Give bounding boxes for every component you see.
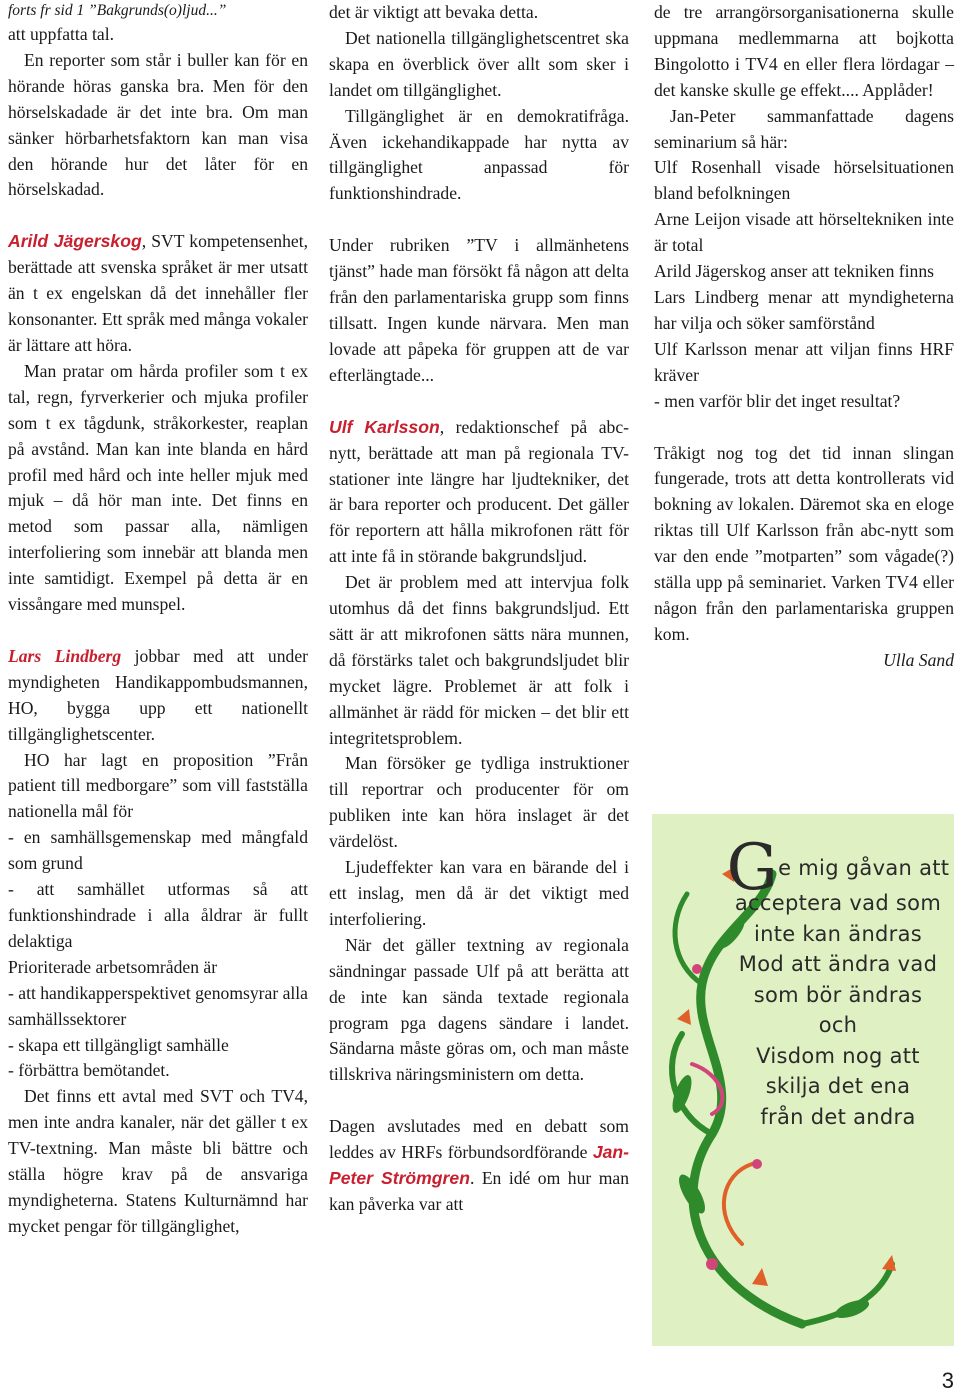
person-name: Jan-Peter Strömgren: [329, 1142, 629, 1189]
paragraph: att uppfatta tal.: [8, 24, 115, 44]
paragraph: Det nationella tillgänglighetscentret ska skapa en överblick över allt som sker i landet om tillgänglighet.: [329, 27, 629, 100]
paragraph: Man försöker ge tydliga instruktioner till reportrar och producenter för om publiken inte kan höra inslaget är det värdelöst.: [329, 753, 629, 852]
paragraph: En reporter som står i buller kan för en hörande höras ganska bra. Men för den hörselskadade är det inte bra. Om man sänker hörbarhetsfaktorn kan man visa den hörande hur det låter för en hörselskadad.: [8, 49, 308, 200]
summary-item: Lars Lindberg menar att myndigheterna har vilja och söker samförstånd: [654, 286, 954, 333]
poem-line: och: [818, 1013, 858, 1037]
paragraph-text: jobbar med att under myndigheten Handikappombudsmannen, HO, bygga upp ett nationellt tillgänglighetscenter.: [8, 645, 308, 744]
paragraph: Tillgänglighet är en demokratifråga. Även ickehandikappade har nytta av tillgänglighet anpassad för funktionshindrade.: [329, 105, 629, 204]
paragraph: [8, 229, 308, 359]
paragraph: Ljudeffekter kan vara en bärande del i ett inslag, men då är det viktigt med interfoliering.: [329, 857, 629, 929]
paragraph: [8, 644, 308, 748]
paragraph: [329, 1114, 629, 1218]
paragraph: det är viktigt att bevaka detta.: [329, 2, 539, 22]
paragraph: Det finns ett avtal med SVT och TV4, men inte andra kanaler, när det gäller t ex TV-textning. Man måste bli bättre och ställa högre krav på de ansvariga myndigheterna. Statens Kulturnämnd har mycket pengar för tillgänglighet,: [8, 1086, 308, 1236]
summary-item: Arild Jägerskog anser att tekniken finns: [654, 261, 934, 282]
paragraph: HO har lagt en proposition ”Från patient till medborgare” som vill fastställa nationella mål för: [8, 749, 308, 822]
paragraph: Tråkigt nog tog det tid innan slingan fungerade, trots att detta kontrollerats vid bokning av lokalen. Däremot ska en eloge riktas till Ulf Karlsson från abc-nytt som var den ende ”motparten” som vågade(?) ställa upp på seminariet. Varken TV4 eller någon från den parlamentariska gruppen kom.: [654, 442, 954, 644]
paragraph-text: . En idé om hur man kan påverka var att: [329, 1168, 629, 1214]
paragraph: - att handikapperspektivet genomsyrar alla samhällssektorer: [8, 982, 308, 1029]
paragraph-text: , SVT kompetensenhet, berättade att svenska språket är mer utsatt än t ex engelskan då det innehåller fler konsonanter. Ett språk med många vokaler är lättare att höra.: [8, 231, 308, 355]
poem-line: inte kan ändras: [753, 921, 923, 946]
poem-line: Mod att ändra vad: [738, 952, 938, 976]
poem-line: från det andra: [760, 1104, 916, 1129]
column-1: [8, 0, 308, 1240]
poem-line: som bör ändras: [753, 982, 923, 1007]
poem-initial: G: [726, 831, 779, 905]
summary-item: Ulf Rosenhall visade hörselsituationen bland befolkningen: [654, 157, 954, 204]
person-name: Arild Jägerskog: [8, 231, 142, 252]
poem-line: skilja det ena: [765, 1074, 911, 1098]
poem-line-text: e mig gåvan att: [778, 856, 950, 880]
paragraph-text: Dagen avslutades med en debatt som leddes av HRFs förbundsordförande: [329, 1116, 629, 1163]
paragraph: Det är problem med att intervjua folk utomhus då det finns bakgrundsljud. Ett sätt är att mikrofonen sätts nära munnen, då förstärks talet och bakgrundsljudet blir mycket lägre. Problemet är att folk i allmänhet är rädd för micken – det blir ett integritetsproblem.: [329, 572, 629, 748]
paragraph: Prioriterade arbetsområden är: [8, 956, 218, 977]
column-2: [329, 0, 629, 1218]
summary-item: Arne Leijon visade att hörseltekniken inte är total: [654, 209, 954, 256]
paragraph: Jan-Peter sammanfattade dagens seminarium så här:: [654, 105, 954, 152]
poem-line: acceptera vad som: [734, 891, 942, 915]
paragraph: - skapa ett tillgängligt samhälle: [8, 1034, 229, 1055]
paragraph: [329, 415, 629, 570]
continuation-kicker: forts fr sid 1 ”Bakgrunds(o)ljud...”: [8, 2, 227, 19]
poem-box: [652, 814, 954, 1346]
column-3: [654, 0, 954, 674]
paragraph: - en samhällsgemenskap med mångfald som grund: [8, 827, 308, 874]
paragraph: Man pratar om hårda profiler som t ex tal, regn, fyrverkerier och mjuka profiler som t ex tågdunk, stråkorkester, reaplan på avstånd. Man kan inte blanda en hård profil med hård och inte heller mjuk med mjuk – då hör man inte. Det finns en metod som passar alla, nämligen interfoliering som innebär att blanda men inte samtidigt. Exempel på detta är en vissångare med munspel.: [8, 360, 308, 615]
author-signature: Ulla Sand: [883, 649, 954, 670]
paragraph: - att samhället utformas så att funktionshindrade i alla åldrar är fullt delaktiga: [8, 879, 308, 951]
paragraph: - förbättra bemötandet.: [8, 1060, 170, 1081]
paragraph: När det gäller textning av regionala sändningar passade Ulf på att berätta att de inte kan sända textade regionala program pga dagens sändare i landet. Sändarna måste göras om, och man måste tillskriva näringsministern om detta.: [329, 934, 629, 1085]
page-number: 3: [941, 1368, 954, 1393]
poem-text: [722, 831, 954, 1132]
summary-item: Ulf Karlsson menar att viljan finns HRF kräver: [654, 338, 954, 385]
poem-line: Visdom nog att: [756, 1043, 920, 1068]
paragraph: Under rubriken ”TV i allmänhetens tjänst” hade man försökt få någon att delta från den parlamentariska grupp som finns tillsatt. Ingen kunde närvara. Men man lovade att påpeka för gruppen att de var efterlängtade...: [329, 235, 629, 385]
summary-item: - men varför blir det inget resultat?: [654, 390, 901, 411]
paragraph: de tre arrangörsorganisationerna skulle uppmana medlemmarna att bojkotta Bingolotto i TV4 en eller flera lördagar – det kanske skulle ge effekt.... Applåder!: [654, 2, 954, 100]
person-name: Lars Lindberg: [8, 645, 122, 666]
person-name: Ulf Karlsson: [329, 416, 440, 437]
paragraph-text: , redaktionschef på abc-nytt, berättade att man på regionala TV-stationer inte längre har ljudtekniker, det är bara reporter och producent. Det gäller för reportern att hålla mikrofonen rätt för att inte få in störande bakgrundsljud.: [329, 416, 629, 567]
